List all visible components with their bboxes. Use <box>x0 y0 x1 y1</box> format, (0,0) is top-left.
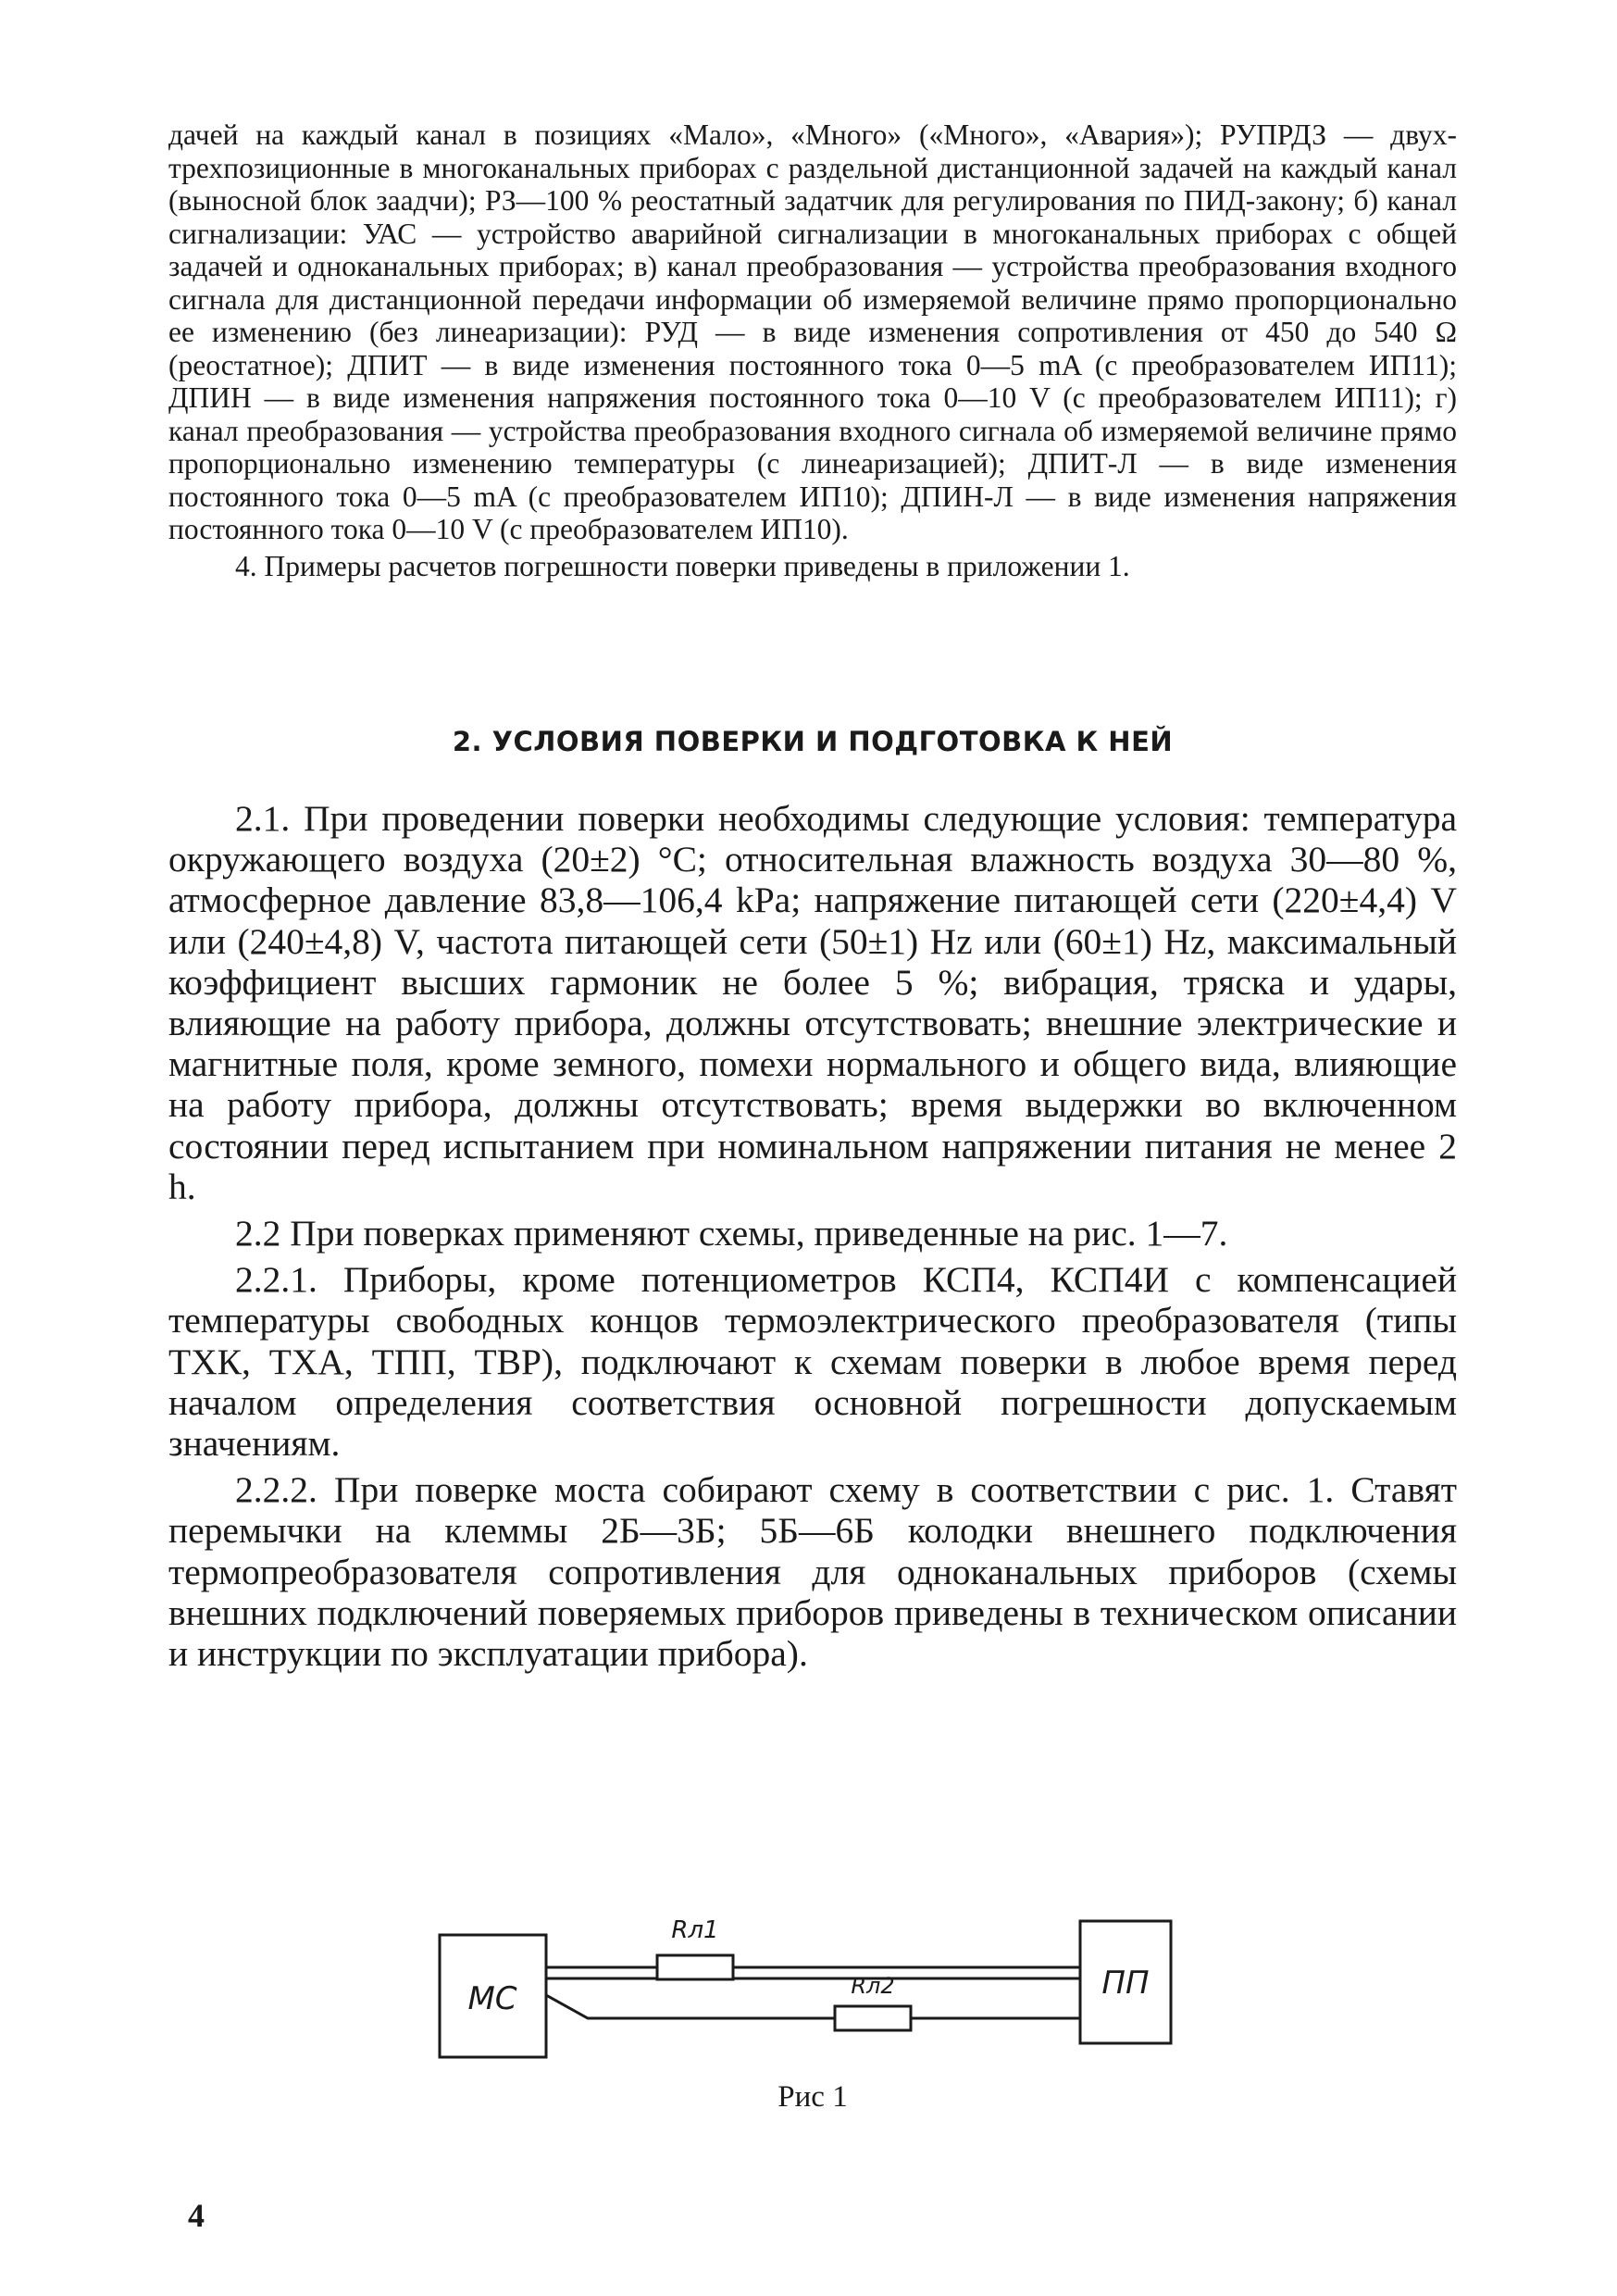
upper-paragraph: дачей на каждый канал в позициях «Мало», «Много» («Много», «Авария»); РУПРДЗ — двух-трехпозиционные в многоканальных приборах с раздельной дистанционной задачей на каждый канал (выносной блок заадчи); РЗ—100 % реостатный задатчик для регулирования по ПИД-закону; б) канал сигнализации: УАС — устройство аварийной сигнализации в многоканальных приборах с общей задачей и одноканальных приборах; в) канал преобразования — устройства преобразования входного сигнала для дистанционной передачи информации об измеряемой величине прямо пропорционально ее изменению (без линеаризации): РУД — в виде изменения сопротивления от 450 до 540 Ω (реостатное); ДПИТ — в виде изменения постоянного тока 0—5 mA (с преобразователем ИП11); ДПИН — в виде изменения напряжения постоянного тока 0—10 V (с преобразователем ИП11); г) канал преобразования — устройства преобразования входного сигнала об измеряемой величине прямо пропорционально изменению температуры (с линеаризацией); ДПИТ-Л — в виде изменения постоянного тока 0—5 mA (с преобразователем ИП10); ДПИН-Л — в виде изменения напряжения постоянного тока 0—10 V (с преобразователем ИП10). <box>168 119 1457 545</box>
figure-caption: Рис 1 <box>777 2080 848 2114</box>
paragraph-2-2: 2.2 При поверках применяют схемы, приведенные на рис. 1—7. <box>235 1213 1228 1254</box>
resistor-rl2-label: Rл2 <box>851 1973 895 1999</box>
block-pp-label: ПП <box>1101 1965 1150 2002</box>
upper-text-block <box>168 119 1457 582</box>
page-number: 4 <box>188 2197 205 2234</box>
section-heading: 2. УСЛОВИЯ ПОВЕРКИ И ПОДГОТОВКА К НЕЙ <box>452 726 1174 757</box>
resistor-rl1 <box>657 1955 733 1979</box>
wire-bottom <box>546 1995 1080 2018</box>
block-mc-label: МС <box>467 1980 517 2017</box>
paragraph-2-2-2: 2.2.2. При поверке моста собирают схему в соответствии с рис. 1. Ставят перемычки на клеммы 2Б—3Б; 5Б—6Б колодки внешнего подключения термопреобразователя сопротивления для одноканальных приборов (схемы внешних подключений поверяемых приборов приведены в техническом описании и инструкции по эксплуатации прибора). <box>168 1469 1457 1675</box>
resistor-rl1-label: Rл1 <box>671 1916 719 1944</box>
item-4: 4. Примеры расчетов погрешности поверки приведены в приложении 1. <box>235 549 1130 582</box>
circuit-diagram <box>435 1893 1175 2078</box>
paragraph-2-2-1: 2.2.1. Приборы, кроме потенциометров КСП4, КСП4И с компенсацией температуры свободных концов термоэлектрического преобразователя (типы ТХК, ТХА, ТПП, ТВР), подключают к схемам поверки в любое время перед началом определения соответствия основной погрешности допускаемым значениям. <box>168 1259 1457 1465</box>
resistor-rl2 <box>835 2006 911 2030</box>
paragraph-2-1: 2.1. При проведении поверки необходимы следующие условия: температура окружающего воздуха (20±2) °C; относительная влажность воздуха 30—80 %, атмосферное давление 83,8—106,4 kPa; напряжение питающей сети (220±4,4) V или (240±4,8) V, частота питающей сети (50±1) Hz или (60±1) Hz, максимальный коэффициент высших гармоник не более 5 %; вибрация, тряска и удары, влияющие на работу прибора, должны отсутствовать; внешние электрические и магнитные поля, кроме земного, помехи нормального и общего вида, влияющие на работу прибора, должны отсутствовать; время выдержки во включенном состоянии перед испытанием при номинальном напряжении питания не менее 2 h. <box>168 798 1457 1207</box>
section-body <box>168 798 1457 1674</box>
